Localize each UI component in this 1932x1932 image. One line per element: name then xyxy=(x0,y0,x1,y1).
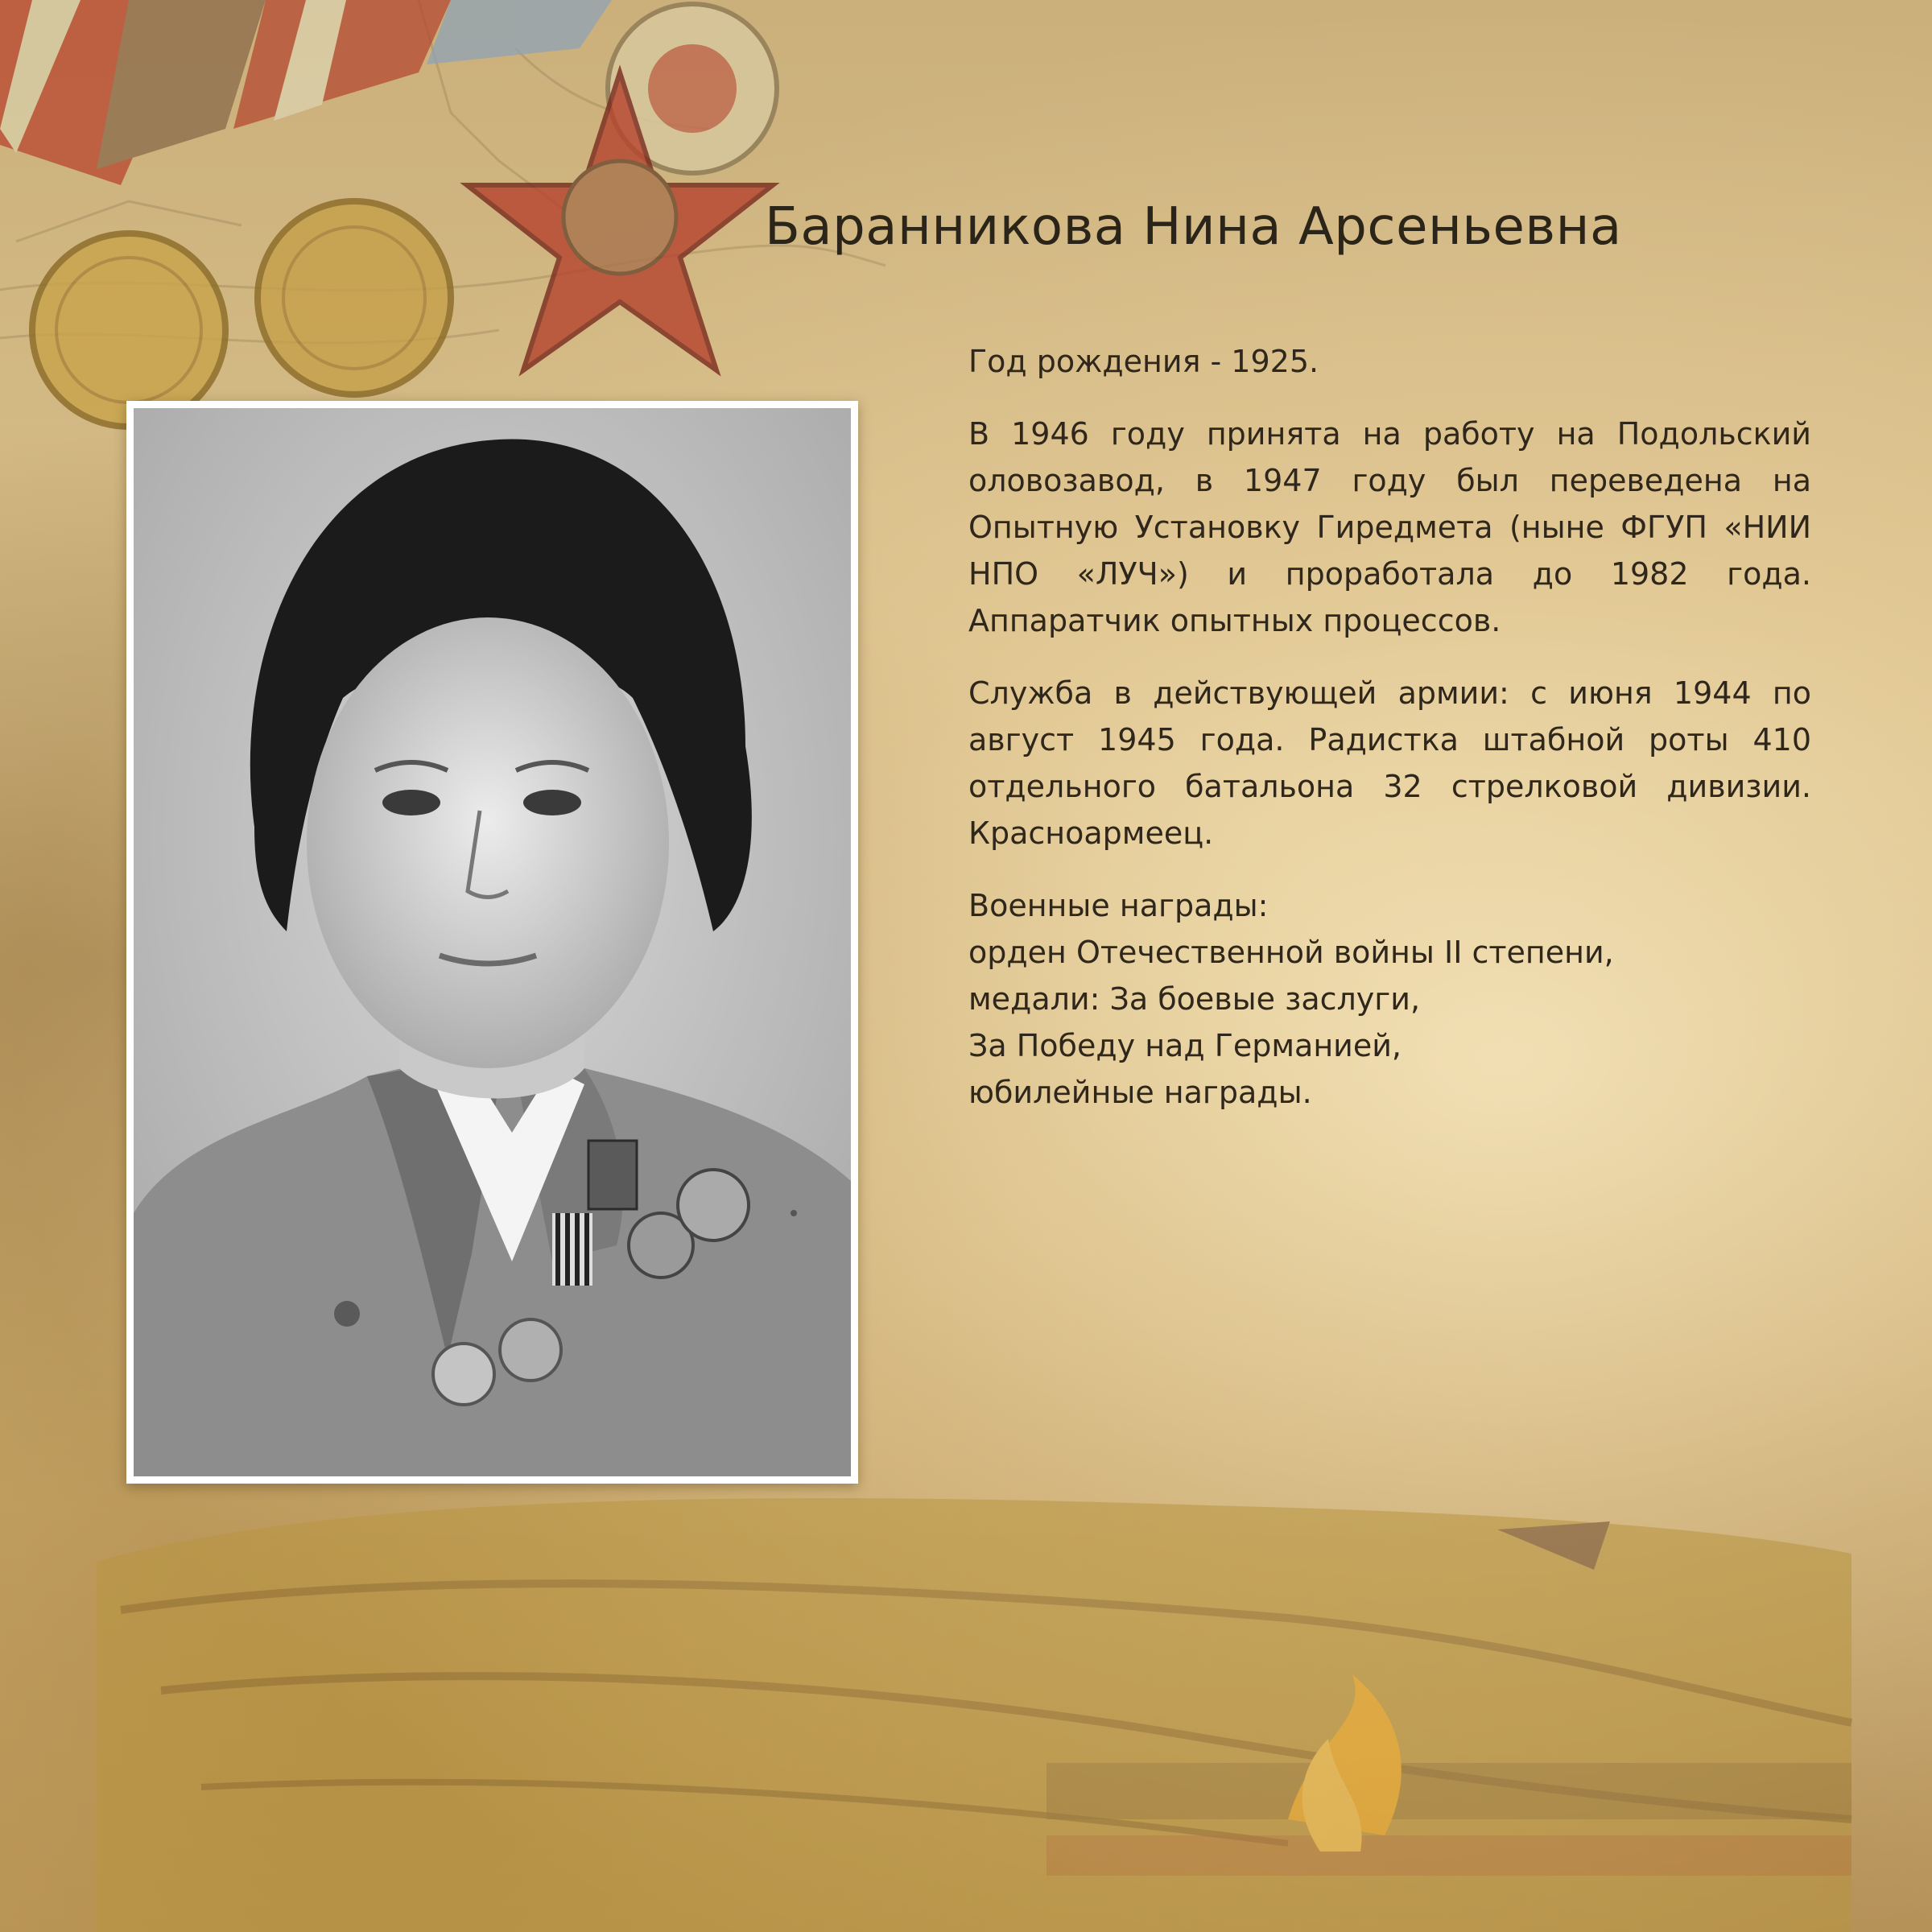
award-item: юбилейные награды. xyxy=(968,1075,1312,1110)
award-item: медали: За боевые заслуги, xyxy=(968,981,1421,1017)
award-item: орден Отечественной войны II степени, xyxy=(968,935,1614,970)
biography-text xyxy=(968,338,1811,1141)
portrait-frame xyxy=(126,401,858,1484)
order-ribbons xyxy=(0,0,612,185)
award-item: За Победу над Германией, xyxy=(968,1028,1402,1063)
portrait-photo xyxy=(134,408,851,1476)
birth-year: Год рождения - 1925. xyxy=(968,344,1319,379)
awards-heading: Военные награды: xyxy=(968,888,1269,923)
work-history: В 1946 году принята на работу на Подольский оловозавод, в 1947 году был переведена на Опытную Установку Гиредмета (ныне ФГУП «НИИ НПО «ЛУЧ») и проработала до 1982 года. Аппаратчик опытных процессов. xyxy=(968,416,1811,638)
eternal-flame-monument xyxy=(97,1498,1852,1932)
military-service: Служба в действующей армии: с июня 1944 по август 1945 года. Радистка штабной роты 410 отдельного батальона 32 стрелковой дивизии. Красноармеец. xyxy=(968,675,1811,851)
awards-section xyxy=(968,882,1811,1116)
person-name: Баранникова Нина Арсеньевна xyxy=(765,197,1622,257)
